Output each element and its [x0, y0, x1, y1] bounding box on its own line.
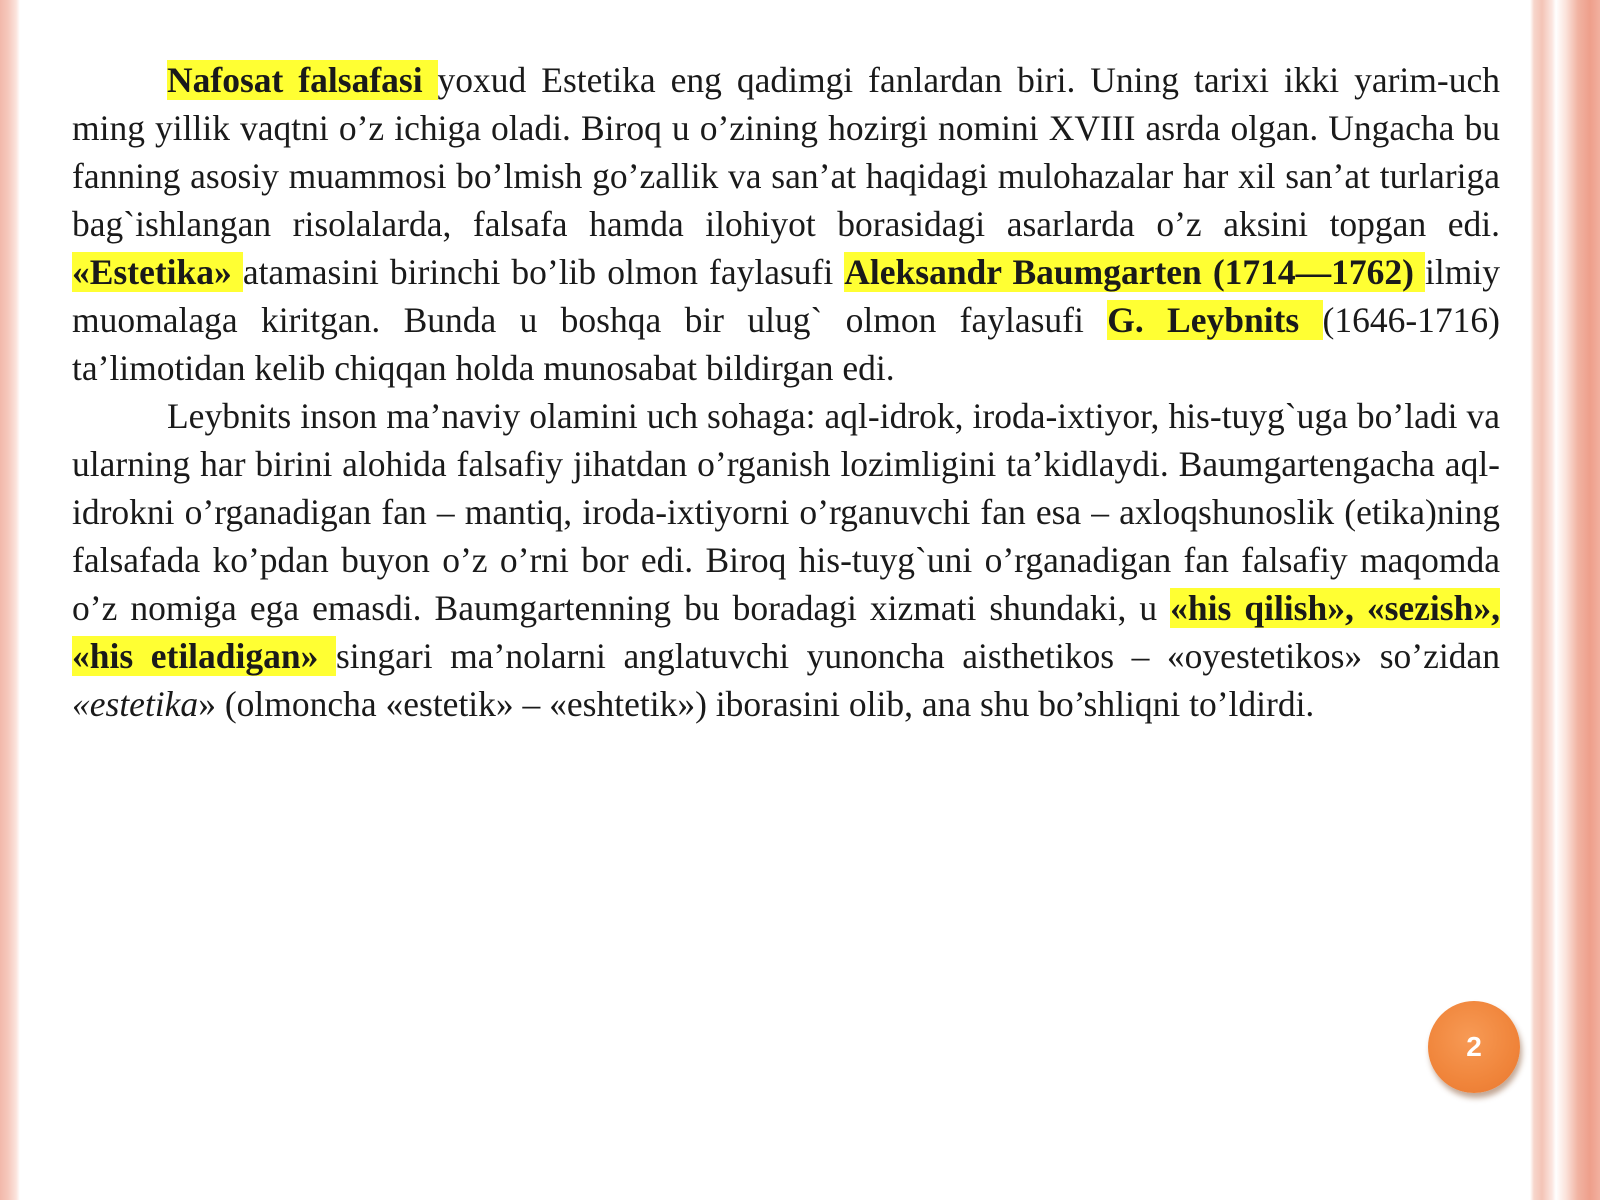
paragraph-1-text-b: atamasini birinchi bo’lib olmon faylasufi	[242, 252, 845, 292]
italic-estetika: «estetika	[72, 684, 199, 724]
paragraph-1-text-a: yoxud Estetika eng qadimgi fanlardan biri. Uning tarixi ikki yarim-uch ming yillik vaqtni o’z ichiga oladi. Biroq u o’zining hozirgi nomini XVIII asrda olgan. Ungacha bu fanning asosiy muammosi bo’lmish go’zallik va san’at haqidagi mulohazalar har xil san’at turlariga bag`ishlangan risolalarda, falsafa hamda ilohiyot borasidagi asarlarda o’z aksini topgan edi.	[72, 60, 1500, 244]
page-number-badge	[1428, 1001, 1520, 1093]
paragraph-2	[72, 392, 1500, 728]
paragraph-2-text-c: » (olmoncha «estetik» – «eshtetik») iborasini olib, ana shu bo’shliqni to’ldirdi.	[198, 684, 1315, 724]
highlight-baumgarten: Aleksandr Baumgarten (1714—1762)	[844, 252, 1426, 292]
paragraph-1-text-c: ilmiy muomalaga kiritgan. Bunda u boshqa bir ulug` olmon faylasufi	[72, 252, 1500, 340]
left-decorative-border	[0, 0, 20, 1200]
highlight-estetika: «Estetika»	[72, 252, 243, 292]
paragraph-1	[72, 56, 1500, 392]
paragraph-2-text-a: Leybnits inson ma’naviy olamini uch sohaga: aql-idrok, iroda-ixtiyor, his-tuyg`uga bo’ladi va ularning har birini alohida falsafiy jihatdan o’rganish lozimligini ta’kidlaydi. Baumgartengacha aql-idrokni o’rganadigan fan – mantiq, iroda-ixtiyorni o’rganuvchi fan esa – axloqshunoslik (etika)ning falsafada ko’pdan buyon o’z o’rni bor edi. Biroq his-tuyg`uni o’rganadigan fan falsafiy maqomda o’z nomiga ega emasdi. Baumgartenning bu boradagi xizmati shundaki, u	[72, 396, 1500, 628]
highlight-nafosat-falsafasi: Nafosat falsafasi	[167, 60, 438, 100]
highlight-his-qilish: «his qilish», «sezish», «his etiladigan»	[72, 588, 1500, 676]
paragraph-1-text-d: (1646-1716) ta’limotidan kelib chiqqan holda munosabat bildirgan edi.	[72, 300, 1500, 388]
page-number: 2	[1466, 1031, 1482, 1062]
slide-body	[72, 56, 1500, 728]
highlight-leybnits: G. Leybnits	[1107, 300, 1323, 340]
paragraph-2-text-b: singari ma’nolarni anglatuvchi yunoncha aisthetikos – «oyestetikos» so’zidan	[335, 636, 1500, 676]
right-decorative-border	[1530, 0, 1600, 1200]
